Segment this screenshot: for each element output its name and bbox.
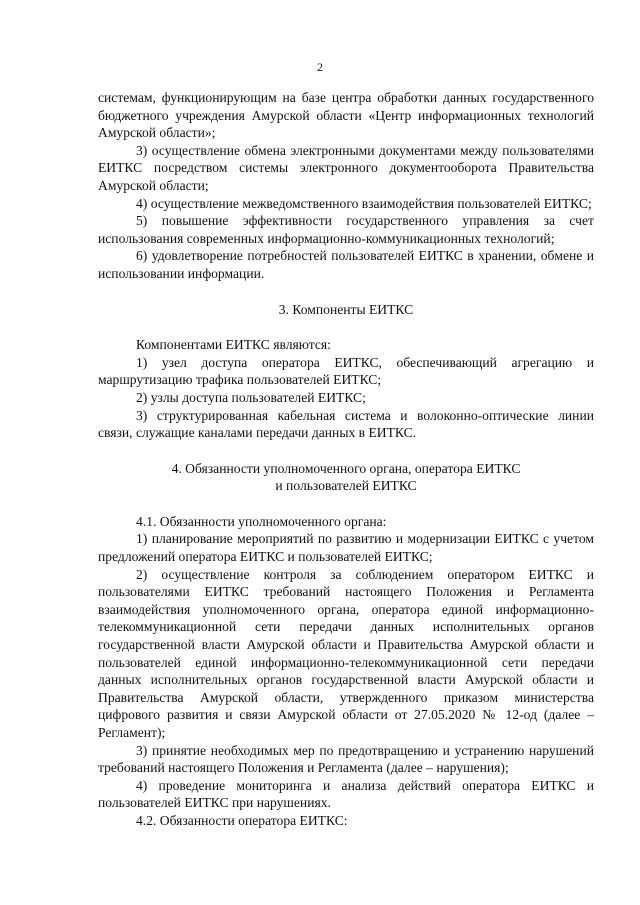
section-3-item-3: 3) структурированная кабельная система и волоконно-оптические линии связи, служащие каналами передачи данных в ЕИТКС. bbox=[98, 407, 594, 441]
paragraph-item-5: 5) повышение эффективности государственного управления за счет использования современных информационно-коммуникационных технологий; bbox=[98, 213, 594, 246]
section-4-1-item-3: 3) принятие необходимых мер по предотвращению и устранению нарушений требований настоящего Положения и Регламента (далее – нарушения); bbox=[98, 742, 594, 776]
paragraph-item-3: 3) осуществление обмена электронными документами между пользователями ЕИТКС посредством системы электронного документооборота Правительства Амурской области; bbox=[98, 142, 594, 193]
paragraph-item-4: 4) осуществление межведомственного взаимодействия пользователей ЕИТКС; bbox=[136, 195, 592, 211]
section-4-2-title: 4.2. Обязанности оператора ЕИТКС: bbox=[136, 812, 348, 828]
section-4-heading-line-1: 4. Обязанности уполномоченного органа, оператора ЕИТКС bbox=[171, 460, 521, 476]
paragraph-continuation: системам, функционирующим на базе центра обработки данных государственного бюджетного учреждения Амурской области «Центр информационных технологий Амурской области»; bbox=[98, 90, 594, 141]
section-3-heading: 3. Компоненты ЕИТКС bbox=[278, 301, 414, 317]
section-4-heading-line-2: и пользователей ЕИТКС bbox=[275, 478, 417, 494]
section-4-1-item-2: 2) осуществление контроля за соблюдением оператором ЕИТКС и пользователями ЕИТКС требований настоящего Положения и Регламента взаимодействия уполномоченного органа, оператора единой информационно-телекоммуникационной сети передачи данных исполнительных органов государственной власти Амурской области и Правительства Амурской области и пользователей единой информационно-телекоммуникационной сети передачи данных исполнительных органов государственной власти Амурской области и Правительства Амурской области, утвержденного приказом министерства цифрового развития и связи Амурской области от 27.05.2020 № 12-од (далее – Регламент); bbox=[98, 566, 594, 740]
section-3-intro: Компонентами ЕИТКС являются: bbox=[136, 337, 331, 353]
section-4-1-item-4: 4) проведение мониторинга и анализа действий оператора ЕИТКС и пользователей ЕИТКС при нарушениях. bbox=[98, 777, 594, 811]
section-4-1-item-1: 1) планирование мероприятий по развитию и модернизации ЕИТКС с учетом предложений оператора ЕИТКС и пользователей ЕИТКС; bbox=[98, 531, 594, 565]
document-body bbox=[98, 89, 594, 830]
page-number: 2 bbox=[317, 60, 323, 74]
section-3-item-1: 1) узел доступа оператора ЕИТКС, обеспечивающий агрегацию и маршрутизацию трафика пользователей ЕИТКС; bbox=[98, 354, 594, 388]
section-3-item-2: 2) узлы доступа пользователей ЕИТКС; bbox=[136, 389, 366, 405]
section-4-1-title: 4.1. Обязанности уполномоченного органа: bbox=[136, 513, 387, 529]
paragraph-item-6: 6) удовлетворение потребностей пользователей ЕИТКС в хранении, обмене и использовании информации. bbox=[98, 248, 594, 281]
